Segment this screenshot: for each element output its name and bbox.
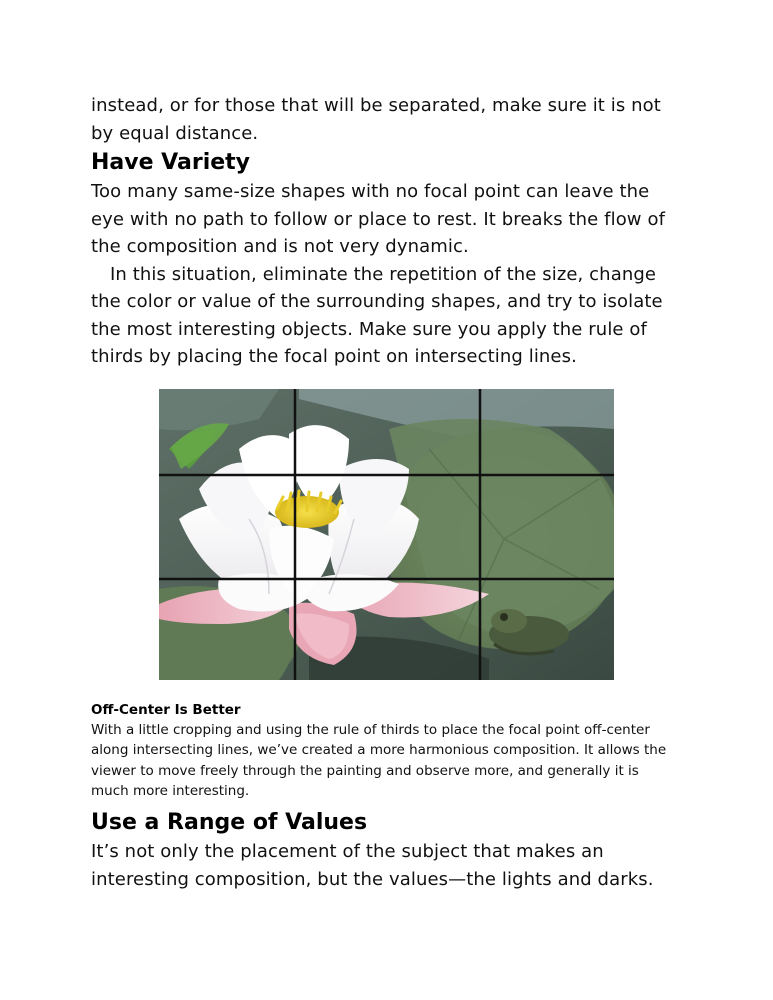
text-line: the composition and is not very dynamic. [91, 236, 469, 257]
figure-caption [91, 701, 691, 801]
caption-line: much more interesting. [91, 782, 250, 799]
values-paragraph [91, 838, 691, 893]
variety-paragraph-1 [91, 178, 691, 261]
variety-paragraph-2 [91, 261, 691, 371]
caption-line: along intersecting lines, we’ve created a more harmonious composition. It allows the [91, 742, 667, 759]
section-heading-values: Use a Range of Values [91, 810, 368, 835]
caption-body [91, 720, 691, 801]
caption-line: With a little cropping and using the rule of thirds to place the focal point off-center [91, 722, 650, 738]
text-line: eye with no path to follow or place to rest. It breaks the flow of [91, 208, 666, 230]
values-section [91, 807, 691, 893]
text-line: In this situation, eliminate the repetition of the size, change [110, 263, 657, 285]
intro-paragraph [91, 92, 691, 147]
text-line: the color or value of the surrounding shapes, and try to isolate [91, 291, 663, 312]
caption-line: viewer to move freely through the painting and observe more, and generally it is [91, 762, 639, 779]
caption-title: Off-Center Is Better [91, 702, 241, 718]
page-body [91, 92, 691, 371]
text-line: interesting composition, but the values—the lights and darks. [91, 868, 654, 890]
text-line: It’s not only the placement of the subject that makes an [91, 841, 604, 862]
water-lily-figure [159, 389, 614, 680]
text-line: Too many same-size shapes with no focal point can leave the [91, 181, 650, 202]
text-line: instead, or for those that will be separated, make sure it is not [91, 95, 661, 116]
text-line: the most interesting objects. Make sure you apply the rule of [91, 318, 647, 340]
section-heading-variety: Have Variety [91, 150, 251, 175]
water-lily-photo [159, 389, 614, 680]
text-line: thirds by placing the focal point on intersecting lines. [91, 346, 577, 367]
text-line: by equal distance. [91, 122, 259, 144]
